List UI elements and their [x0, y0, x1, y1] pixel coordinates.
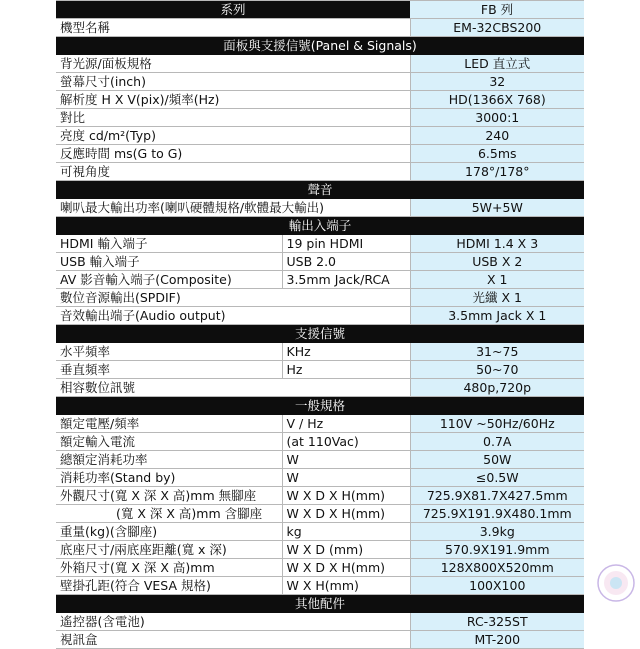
- spec-label: 背光源/面板規格: [56, 55, 410, 73]
- spec-value: USB X 2: [410, 253, 584, 271]
- spec-label: 反應時間 ms(G to G): [56, 145, 410, 163]
- header-row: [56, 1, 584, 19]
- spec-unit: W X D X H(mm): [282, 559, 410, 577]
- spec-unit: 3.5mm Jack/RCA: [282, 271, 410, 289]
- spec-row: [56, 433, 584, 451]
- spec-row: [56, 505, 584, 523]
- spec-label: 螢幕尺寸(inch): [56, 73, 410, 91]
- spec-label: 底座尺寸/兩底座距離(寬 x 深): [56, 541, 282, 559]
- spec-label: 喇叭最大輸出功率(喇叭硬體規格/軟體最大輸出): [56, 199, 410, 217]
- spec-unit: W X D X H(mm): [282, 487, 410, 505]
- spec-label: (寬 X 深 X 高)mm 含腳座: [56, 505, 282, 523]
- spec-label: 數位音源輸出(SPDIF): [56, 289, 410, 307]
- spec-row: [56, 109, 584, 127]
- model-series-header: FB 列: [410, 1, 584, 19]
- spec-label: 外箱尺寸(寬 X 深 X 高)mm: [56, 559, 282, 577]
- spec-value: 178°/178°: [410, 163, 584, 181]
- spec-value: 6.5ms: [410, 145, 584, 163]
- spec-row: [56, 235, 584, 253]
- section-title: 一般規格: [56, 397, 584, 415]
- section-header: [56, 595, 584, 613]
- spec-row: [56, 523, 584, 541]
- model-row: [56, 19, 584, 37]
- spec-row: [56, 577, 584, 595]
- spec-unit: W X H(mm): [282, 577, 410, 595]
- series-header: 系列: [56, 1, 410, 19]
- spec-label: 壁掛孔距(符合 VESA 規格): [56, 577, 282, 595]
- spec-sheet: [56, 0, 584, 649]
- spec-label: 額定輸入電流: [56, 433, 282, 451]
- spec-value: 5W+5W: [410, 199, 584, 217]
- spec-value: X 1: [410, 271, 584, 289]
- spec-label: 視訊盒: [56, 631, 410, 649]
- spec-label: 可視角度: [56, 163, 410, 181]
- spec-value: 725.9X191.9X480.1mm: [410, 505, 584, 523]
- spec-row: [56, 307, 584, 325]
- spec-row: [56, 343, 584, 361]
- spec-value: 570.9X191.9mm: [410, 541, 584, 559]
- section-title: 其他配件: [56, 595, 584, 613]
- spec-value: RC-325ST: [410, 613, 584, 631]
- spec-value: HDMI 1.4 X 3: [410, 235, 584, 253]
- spec-label: 音效輸出端子(Audio output): [56, 307, 410, 325]
- spec-value: 110V ~50Hz/60Hz: [410, 415, 584, 433]
- spec-value: 50~70: [410, 361, 584, 379]
- brand-logo: [596, 556, 636, 610]
- section-header: [56, 181, 584, 199]
- spec-label: 外觀尺寸(寬 X 深 X 高)mm 無腳座: [56, 487, 282, 505]
- spec-label: AV 影音輸入端子(Composite): [56, 271, 282, 289]
- spec-label: HDMI 輸入端子: [56, 235, 282, 253]
- spec-value: 3.5mm Jack X 1: [410, 307, 584, 325]
- spec-label: 亮度 cd/m²(Typ): [56, 127, 410, 145]
- spec-row: [56, 91, 584, 109]
- spec-row: [56, 415, 584, 433]
- spec-row: [56, 487, 584, 505]
- spec-row: [56, 127, 584, 145]
- spec-label: USB 輸入端子: [56, 253, 282, 271]
- spec-label: 相容數位訊號: [56, 379, 410, 397]
- spec-row: [56, 613, 584, 631]
- spec-value: 480p,720p: [410, 379, 584, 397]
- model-label: 機型名稱: [56, 19, 410, 37]
- spec-table: [56, 0, 584, 649]
- section-title: 輸出入端子: [56, 217, 584, 235]
- spec-value: 725.9X81.7X427.5mm: [410, 487, 584, 505]
- spec-unit: W X D (mm): [282, 541, 410, 559]
- spec-value: 3000:1: [410, 109, 584, 127]
- spec-row: [56, 289, 584, 307]
- section-title: 支援信號: [56, 325, 584, 343]
- spec-label: 額定電壓/頻率: [56, 415, 282, 433]
- spec-row: [56, 379, 584, 397]
- spec-row: [56, 253, 584, 271]
- spec-value: ≤0.5W: [410, 469, 584, 487]
- spec-label: 對比: [56, 109, 410, 127]
- spec-row: [56, 73, 584, 91]
- spec-value: LED 直立式: [410, 55, 584, 73]
- spec-row: [56, 559, 584, 577]
- spec-value: 3.9kg: [410, 523, 584, 541]
- spec-value: HD(1366X 768): [410, 91, 584, 109]
- spec-row: [56, 55, 584, 73]
- spec-value: 32: [410, 73, 584, 91]
- spec-row: [56, 199, 584, 217]
- section-title: 面板與支援信號(Panel & Signals): [56, 37, 584, 55]
- spec-value: 128X800X520mm: [410, 559, 584, 577]
- spec-label: 垂直頻率: [56, 361, 282, 379]
- spec-value: 50W: [410, 451, 584, 469]
- spec-label: 總額定消耗功率: [56, 451, 282, 469]
- section-header: [56, 397, 584, 415]
- spec-value: 光纖 X 1: [410, 289, 584, 307]
- spec-unit: USB 2.0: [282, 253, 410, 271]
- spec-unit: KHz: [282, 343, 410, 361]
- spec-unit: kg: [282, 523, 410, 541]
- spec-unit: Hz: [282, 361, 410, 379]
- spec-value: 0.7A: [410, 433, 584, 451]
- spec-unit: (at 110Vac): [282, 433, 410, 451]
- model-value: EM-32CBS200: [410, 19, 584, 37]
- spec-label: 水平頻率: [56, 343, 282, 361]
- section-header: [56, 37, 584, 55]
- spec-unit: W: [282, 469, 410, 487]
- spec-unit: W: [282, 451, 410, 469]
- spec-unit: W X D X H(mm): [282, 505, 410, 523]
- spec-row: [56, 451, 584, 469]
- spec-row: [56, 541, 584, 559]
- spec-label: 解析度 H X V(pix)/頻率(Hz): [56, 91, 410, 109]
- spec-unit: V / Hz: [282, 415, 410, 433]
- spec-value: 31~75: [410, 343, 584, 361]
- section-title: 聲音: [56, 181, 584, 199]
- spec-row: [56, 163, 584, 181]
- spec-label: 消耗功率(Stand by): [56, 469, 282, 487]
- spec-unit: 19 pin HDMI: [282, 235, 410, 253]
- spec-label: 遙控器(含電池): [56, 613, 410, 631]
- spec-row: [56, 361, 584, 379]
- spec-value: MT-200: [410, 631, 584, 649]
- section-header: [56, 217, 584, 235]
- spec-row: [56, 145, 584, 163]
- spec-label: 重量(kg)(含腳座): [56, 523, 282, 541]
- spec-row: [56, 271, 584, 289]
- section-header: [56, 325, 584, 343]
- spec-value: 100X100: [410, 577, 584, 595]
- spec-row: [56, 469, 584, 487]
- spec-value: 240: [410, 127, 584, 145]
